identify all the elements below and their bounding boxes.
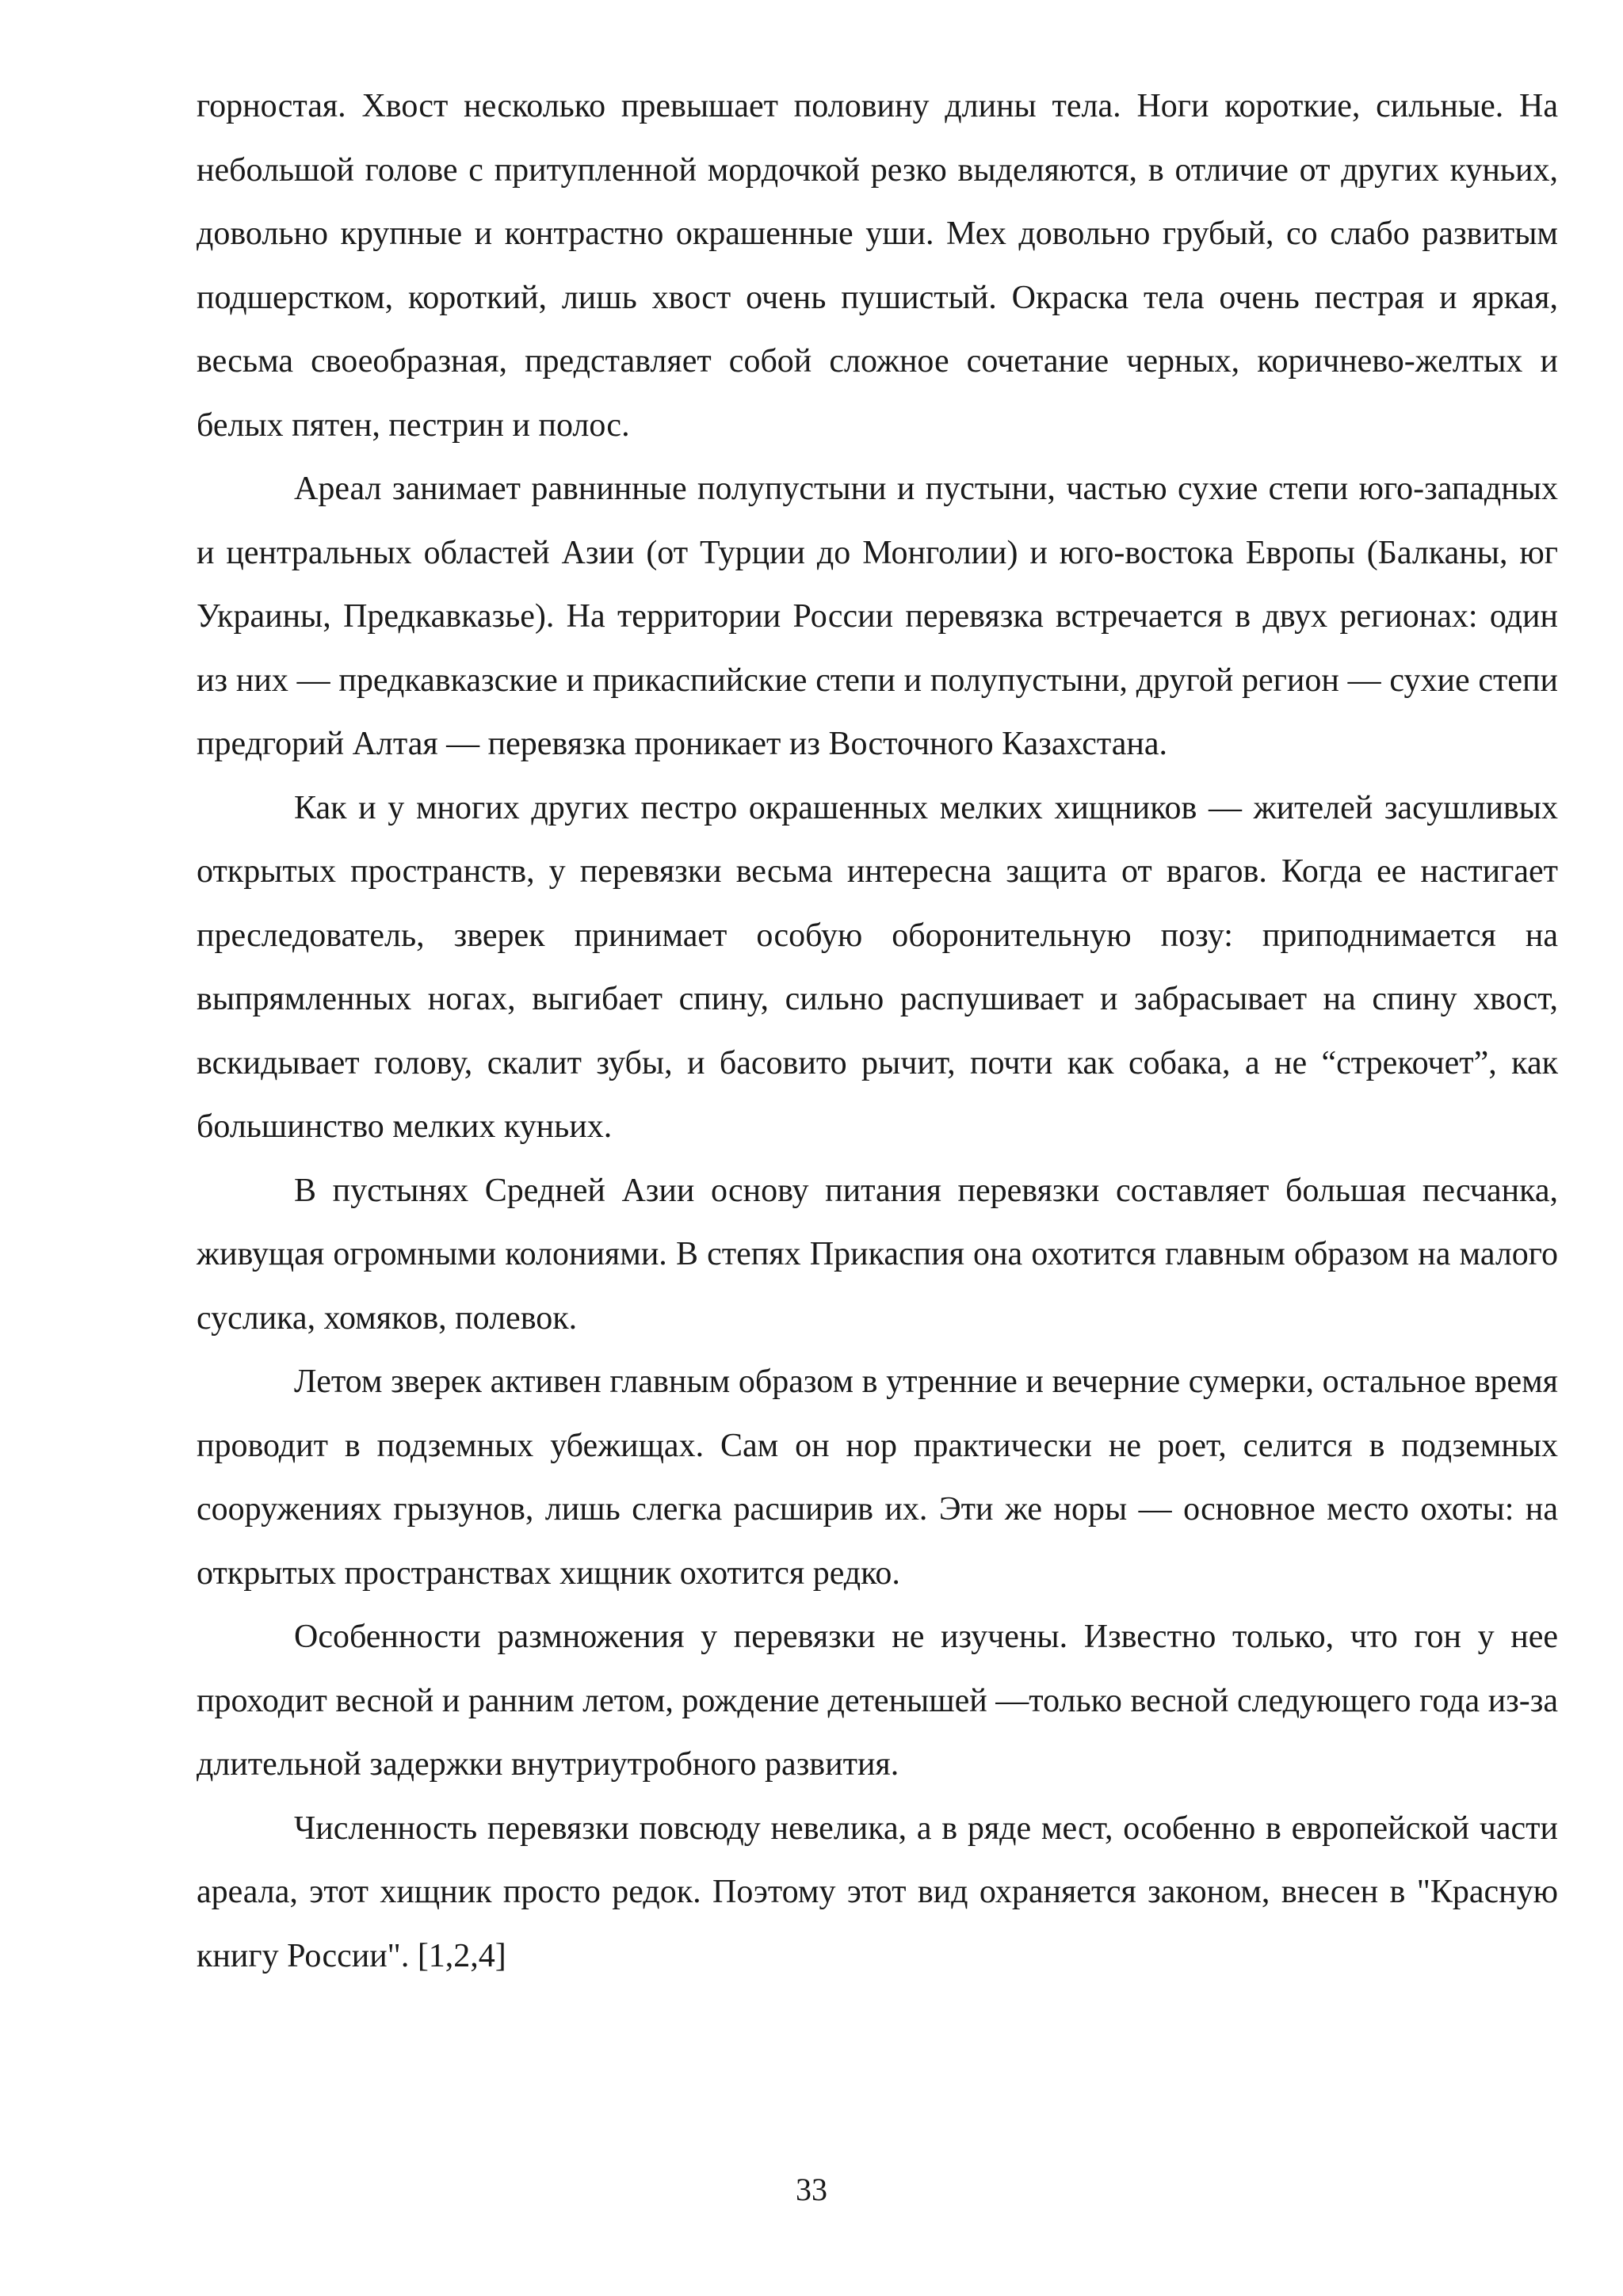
document-body	[197, 74, 1558, 1988]
paragraph-diet: В пустынях Средней Азии основу питания перевязки составляет большая песчанка, живущая огромными колониями. В степях Прикаспия она охотится главным образом на малого суслика, хомяков, полевок.	[197, 1172, 1558, 1337]
page-number: 33	[796, 2172, 827, 2207]
paragraph-continuation: горностая. Хвост несколько превышает половину длины тела. Ноги короткие, сильные. На небольшой голове с притупленной мордочкой резко выделяются, в отличие от других куньих, довольно крупные и контрастно окрашенные уши. Мех довольно грубый, со слабо развитым подшерстком, короткий, лишь хвост очень пушистый. Окраска тела очень пестрая и яркая, весьма своеобразная, представляет собой сложное сочетание черных, коричнево-желтых и белых пятен, пестрин и полос.	[197, 88, 1558, 444]
paragraph-defense: Как и у многих других пестро окрашенных мелких хищников — жителей засушливых открытых пространств, у перевязки весьма интересна защита от врагов. Когда ее настигает преследователь, зверек принимает особую оборонительную позу: приподнимается на выпрямленных ногах, выгибает спину, сильно распушивает и забрасывает на спину хвост, вскидывает голову, скалит зубы, и басовито рычит, почти как собака, а не “стрекочет”, как большинство мелких куньих.	[197, 789, 1558, 1145]
paragraph-reproduction: Особенности размножения у перевязки не изучены. Известно только, что гон у нее проходит весной и ранним летом, рождение детенышей —только весной следующего года из-за длительной задержки внутриутробного развития.	[197, 1619, 1558, 1783]
paragraph-range: Ареал занимает равнинные полупустыни и пустыни, частью сухие степи юго-западных и центральных областей Азии (от Турции до Монголии) и юго-востока Европы (Балканы, юг Украины, Предкавказье). На территории России перевязка встречается в двух регионах: один из них — предкавказские и прикаспийские степи и полупустыни, другой регион — сухие степи предгорий Алтая — перевязка проникает из Восточного Казахстана.	[197, 471, 1558, 762]
paragraph-activity: Летом зверек активен главным образом в утренние и вечерние сумерки, остальное время проводит в подземных убежищах. Сам он нор практически не роет, селится в подземных сооружениях грызунов, лишь слегка расширив их. Эти же норы — основное место охоты: на открытых пространствах хищник охотится редко.	[197, 1363, 1558, 1592]
paragraph-population: Численность перевязки повсюду невелика, а в ряде мест, особенно в европейской части ареала, этот хищник просто редок. Поэтому этот вид охраняется законом, внесен в "Красную книгу России". [1,2,4]	[197, 1810, 1558, 1974]
